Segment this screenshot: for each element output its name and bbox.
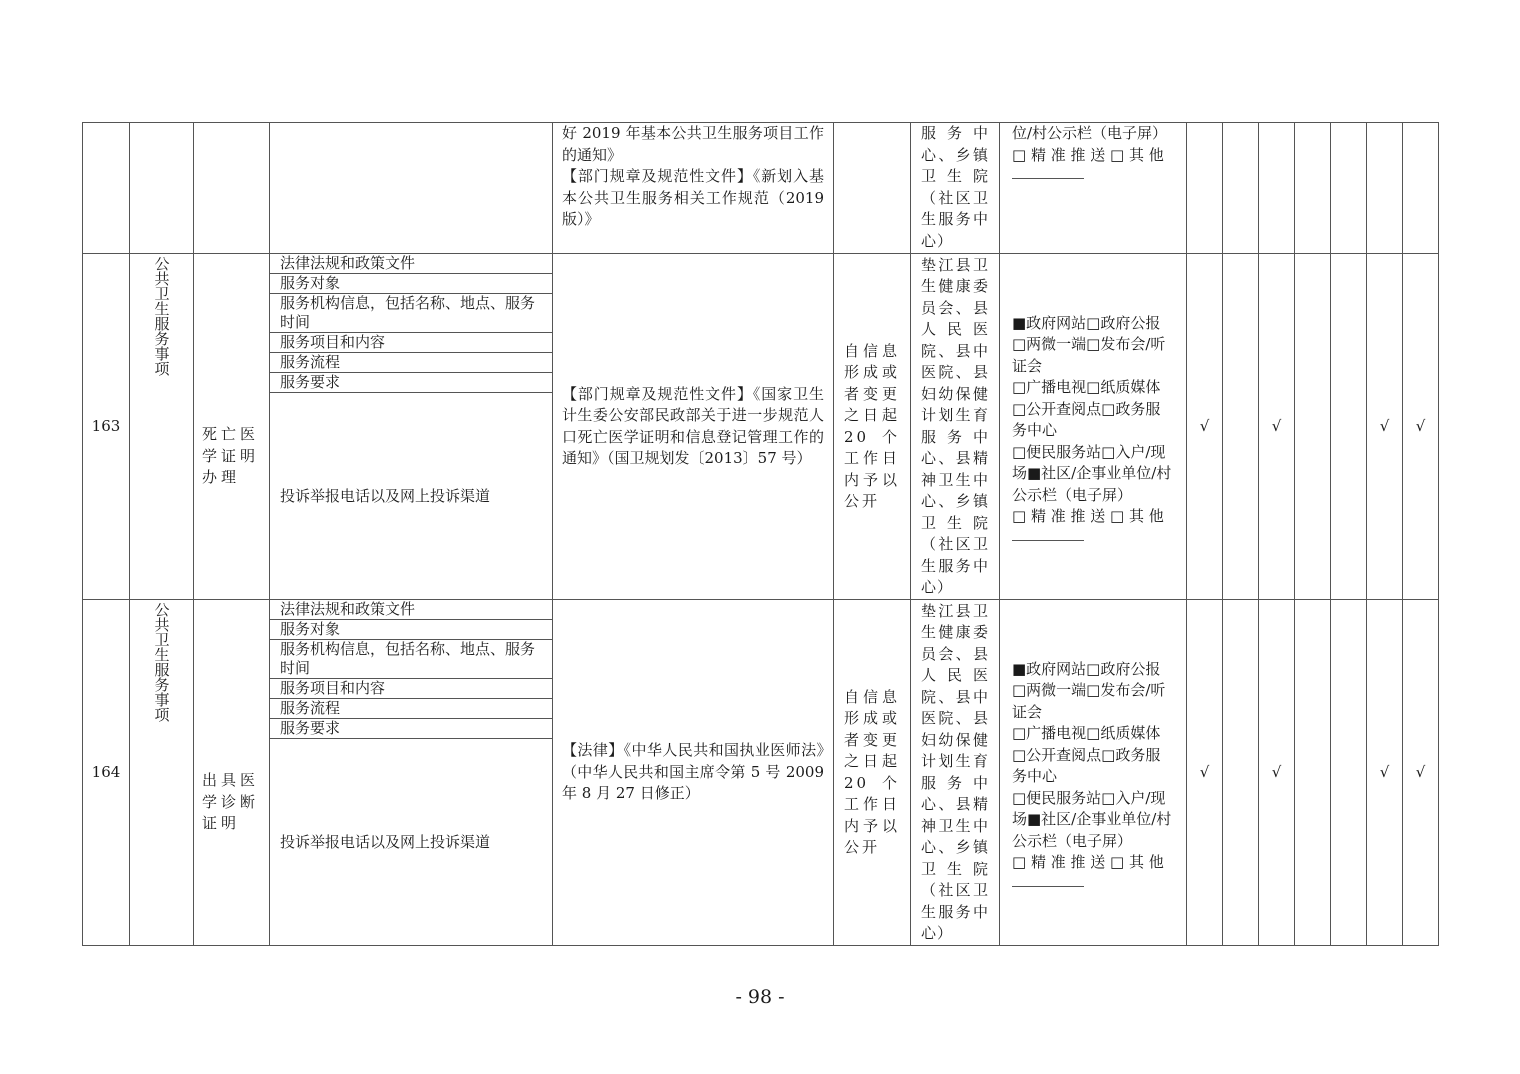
list-item: 服务对象 [270,620,552,640]
content-list [270,600,552,945]
continued-row [83,123,1439,254]
content-list [270,254,552,599]
list-item: 服务机构信息，包括名称、地点、服务时间 [270,294,552,333]
list-item: 投诉举报电话以及网上投诉渠道 [280,832,491,851]
item-name: 死亡医学证明办理 [202,425,260,487]
basis-text: 好 2019 年基本公共卫生服务项目工作的通知》 【部门规章及规范性文件】《新划入基本公共卫生服务相关工作规范（2019 版）》 [562,124,824,228]
list-item: 投诉举报电话以及网上投诉渠道 [280,486,491,505]
subject-text: 垫江县卫生健康委员会、县人民医院、县中医院、县妇幼保健计划生育服务中心、县精神卫生中心、乡镇卫生院（社区卫生服务中心） [921,255,989,596]
basis-text: 【法律】《中华人民共和国执业医师法》（中华人民共和国主席令第 5 号 2009 年 8 月 27 日修正） [562,741,824,803]
basis-text: 【部门规章及规范性文件】《国家卫生计生委公安部民政部关于进一步规范人口死亡医学证明和信息登记管理工作的通知》（国卫规划发〔2013〕57 号） [562,384,824,467]
row-number: 163 [83,254,130,600]
check-cell: √ [1403,600,1439,946]
check-cell: √ [1367,254,1403,600]
check-cell [1223,254,1259,600]
channels-text: ■政府网站□政府公报 □两微一端□发布会/听证会 □广播电视□纸质媒体 □公开查阅点□政务服务中心 □便民服务站□入户/现场■社区/企事业单位/村公示栏（电子屏） □ 精 准 推 送 □ 其 他 [1012,313,1172,525]
category-label: 公共卫生服务事项 [152,256,171,376]
check-cell [1295,600,1331,946]
blank-line [1012,530,1084,541]
list-item: 服务流程 [270,699,552,719]
check-cell [1331,254,1367,600]
time-limit-text: 自信息形成或者变更之日起 20 个工作日内予以公开 [844,341,900,510]
check-cell: √ [1259,254,1295,600]
check-cell: √ [1367,600,1403,946]
channels-text: ■政府网站□政府公报 □两微一端□发布会/听证会 □广播电视□纸质媒体 □公开查阅点□政务服务中心 □便民服务站□入户/现场■社区/企事业单位/村公示栏（电子屏） □ 精 准 推 送 □ 其 他 [1012,659,1172,871]
channels-text: 位/村公示栏（电子屏） □ 精 准 推 送 □ 其 他 [1012,124,1168,164]
check-cell: √ [1187,600,1223,946]
page-number: - 98 - [735,986,785,1008]
blank-line [1012,168,1084,179]
check-cell: √ [1187,254,1223,600]
row-number: 164 [83,600,130,946]
subject-text: 服 务 中心、乡镇卫 生 院（社区卫生服务中心） [921,124,989,250]
list-item: 服务要求 [270,373,552,393]
list-item: 服务流程 [270,353,552,373]
check-cell [1331,600,1367,946]
time-limit-text: 自信息形成或者变更之日起 20 个工作日内予以公开 [844,687,900,856]
subject-text: 垫江县卫生健康委员会、县人民医院、县中医院、县妇幼保健计划生育服务中心、县精神卫生中心、乡镇卫生院（社区卫生服务中心） [921,601,989,942]
list-item: 法律法规和政策文件 [270,600,552,620]
list-item: 服务要求 [270,719,552,739]
list-item: 服务对象 [270,274,552,294]
list-item: 服务项目和内容 [270,679,552,699]
category-label: 公共卫生服务事项 [152,602,171,722]
item-name: 出具医学诊断证明 [202,771,260,833]
blank-line [1012,876,1084,887]
table-row [83,600,1439,946]
check-cell [1223,600,1259,946]
table-row [83,254,1439,600]
list-item: 服务机构信息，包括名称、地点、服务时间 [270,640,552,679]
check-cell: √ [1403,254,1439,600]
disclosure-table [82,122,1439,946]
list-item: 法律法规和政策文件 [270,254,552,274]
check-cell: √ [1259,600,1295,946]
list-item: 服务项目和内容 [270,333,552,353]
check-cell [1295,254,1331,600]
